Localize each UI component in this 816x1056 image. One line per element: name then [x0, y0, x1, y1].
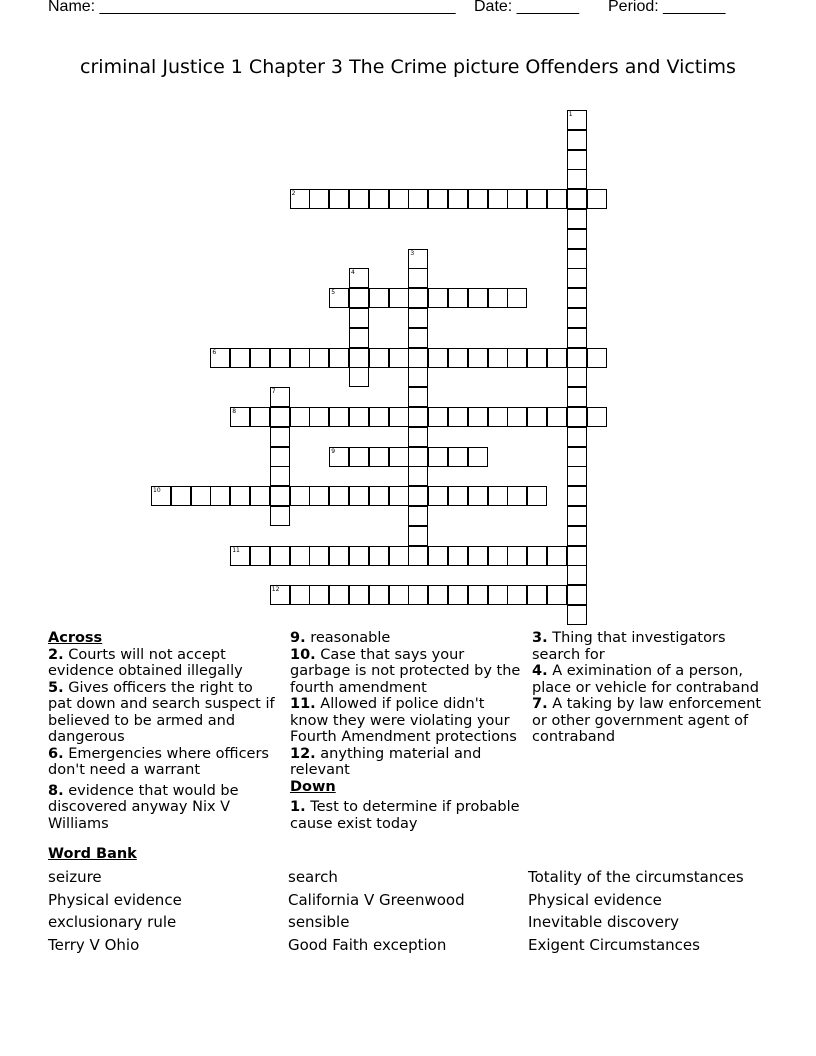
- crossword-cell[interactable]: [567, 348, 587, 368]
- crossword-cell[interactable]: [567, 130, 587, 150]
- crossword-cell[interactable]: [567, 407, 587, 427]
- crossword-cell[interactable]: [369, 189, 389, 209]
- crossword-cell[interactable]: [448, 407, 468, 427]
- crossword-cell[interactable]: [191, 486, 211, 506]
- crossword-cell[interactable]: [349, 585, 369, 605]
- word-bank-item: seizure: [48, 868, 102, 886]
- crossword-cell[interactable]: [408, 328, 428, 348]
- crossword-cell[interactable]: [309, 585, 329, 605]
- crossword-cell[interactable]: [488, 585, 508, 605]
- crossword-cell[interactable]: [428, 407, 448, 427]
- crossword-cell[interactable]: [428, 546, 448, 566]
- crossword-cell[interactable]: [309, 546, 329, 566]
- crossword-cell[interactable]: [547, 189, 567, 209]
- crossword-cell[interactable]: [468, 407, 488, 427]
- clue-across-5: 5. Gives officers the right to pat down and search suspect if believed to be armed and dangerous: [48, 679, 275, 745]
- word-bank-item: Good Faith exception: [288, 935, 447, 954]
- crossword-cell[interactable]: [290, 585, 310, 605]
- crossword-cell[interactable]: [567, 268, 587, 288]
- crossword-cell[interactable]: [567, 328, 587, 348]
- crossword-cell[interactable]: [389, 546, 409, 566]
- clue-across-8: 8. evidence that would be discovered anyway Nix V Williams: [48, 782, 239, 832]
- word-bank-item: search: [288, 868, 338, 886]
- crossword-cell[interactable]: [349, 447, 369, 467]
- crossword-cell[interactable]: [408, 189, 428, 209]
- crossword-cell[interactable]: [567, 308, 587, 328]
- crossword-cell[interactable]: [587, 189, 607, 209]
- crossword-cell[interactable]: [329, 348, 349, 368]
- clue-number-label: 6: [212, 348, 217, 356]
- crossword-cell[interactable]: [309, 189, 329, 209]
- period-field-label: Period: _______: [608, 0, 726, 15]
- clue-down-7: 7. A taking by law enforcement or other government agent of contraband: [532, 696, 762, 745]
- crossword-cell[interactable]: [270, 466, 290, 486]
- crossword-cell[interactable]: [408, 407, 428, 427]
- clue-down-3: 3. Thing that investigators search for: [532, 630, 726, 663]
- crossword-cell[interactable]: [408, 546, 428, 566]
- crossword-cell[interactable]: [507, 288, 527, 308]
- crossword-cell[interactable]: [270, 427, 290, 447]
- clues-column-1: [48, 630, 280, 832]
- crossword-cell[interactable]: [290, 407, 310, 427]
- crossword-cell[interactable]: [290, 486, 310, 506]
- crossword-cell[interactable]: [389, 447, 409, 467]
- clue-across-6: 6. Emergencies where officers don't need a warrant: [48, 745, 269, 778]
- clue-number-label: 5: [331, 289, 336, 297]
- crossword-cell[interactable]: [408, 486, 428, 506]
- crossword-cell[interactable]: [567, 209, 587, 229]
- crossword-cell[interactable]: [468, 447, 488, 467]
- crossword-cell[interactable]: [547, 546, 567, 566]
- crossword-cell[interactable]: [171, 486, 191, 506]
- crossword-cell[interactable]: [408, 585, 428, 605]
- word-bank-column-2: [288, 866, 465, 956]
- crossword-cell[interactable]: [408, 308, 428, 328]
- crossword-cell[interactable]: [428, 288, 448, 308]
- crossword-cell[interactable]: [329, 585, 349, 605]
- crossword-cell[interactable]: [567, 506, 587, 526]
- crossword-cell[interactable]: [408, 387, 428, 407]
- crossword-cell[interactable]: [309, 486, 329, 506]
- crossword-cell[interactable]: [408, 506, 428, 526]
- crossword-cell[interactable]: [468, 348, 488, 368]
- word-bank-heading: Word Bank: [48, 846, 137, 862]
- crossword-cell[interactable]: [349, 367, 369, 387]
- crossword-cell[interactable]: [507, 407, 527, 427]
- crossword-cell[interactable]: [250, 486, 270, 506]
- crossword-cell[interactable]: [507, 189, 527, 209]
- crossword-cell[interactable]: [488, 348, 508, 368]
- crossword-cell[interactable]: [468, 189, 488, 209]
- crossword-cell[interactable]: [428, 189, 448, 209]
- crossword-cell[interactable]: [290, 348, 310, 368]
- crossword-cell[interactable]: [567, 249, 587, 269]
- clue-number-label: 10: [153, 487, 161, 495]
- clue-across-12: 12. anything material and relevant: [290, 745, 482, 778]
- crossword-cell[interactable]: [389, 407, 409, 427]
- crossword-cell[interactable]: [567, 546, 587, 566]
- crossword-cell[interactable]: [270, 506, 290, 526]
- crossword-cell[interactable]: [488, 546, 508, 566]
- crossword-cell[interactable]: [428, 585, 448, 605]
- clue-across-11: 11. Allowed if police didn't know they were violating your Fourth Amendment protections: [290, 696, 517, 745]
- crossword-cell[interactable]: [250, 546, 270, 566]
- crossword-cell[interactable]: [507, 348, 527, 368]
- crossword-cell[interactable]: [230, 348, 250, 368]
- crossword-cell[interactable]: [349, 288, 369, 308]
- crossword-cell[interactable]: [448, 546, 468, 566]
- crossword-cell[interactable]: [567, 486, 587, 506]
- clue-number-label: 12: [271, 586, 280, 594]
- crossword-cell[interactable]: [507, 585, 527, 605]
- crossword-cell[interactable]: [270, 486, 290, 506]
- crossword-cell[interactable]: [488, 189, 508, 209]
- word-bank-item: exclusionary rule: [48, 913, 177, 931]
- across-heading: Across: [48, 630, 103, 646]
- crossword-cell[interactable]: [309, 407, 329, 427]
- crossword-cell[interactable]: [250, 348, 270, 368]
- word-bank-item: sensible: [288, 913, 350, 931]
- clue-across-2: 2. Courts will not accept evidence obtained illegally: [48, 646, 243, 679]
- word-bank-item: Exigent Circumstances: [528, 935, 700, 954]
- clue-number-label: 3: [410, 249, 415, 257]
- clue-number-label: 8: [232, 408, 237, 415]
- crossword-cell[interactable]: [448, 447, 468, 467]
- clue-down-4: 4. A eximination of a person, place or vehicle for contraband: [532, 663, 759, 696]
- crossword-cell[interactable]: [587, 407, 607, 427]
- crossword-cell[interactable]: [527, 348, 547, 368]
- crossword-cell[interactable]: [389, 288, 409, 308]
- clues-column-3: [532, 630, 768, 746]
- crossword-cell[interactable]: [408, 367, 428, 387]
- crossword-cell[interactable]: [567, 585, 587, 605]
- crossword-cell[interactable]: [468, 585, 488, 605]
- crossword-cell[interactable]: [230, 486, 250, 506]
- crossword-cell[interactable]: [369, 407, 389, 427]
- crossword-cell[interactable]: [428, 486, 448, 506]
- crossword-cell[interactable]: [349, 348, 369, 368]
- clue-down-1: 1. Test to determine if probable cause exist today: [290, 799, 520, 832]
- clue-number-label: 1: [568, 111, 573, 118]
- crossword-cell[interactable]: [567, 447, 587, 467]
- crossword-cell[interactable]: [428, 348, 448, 368]
- crossword-cell[interactable]: [468, 546, 488, 566]
- crossword-cell[interactable]: [349, 546, 369, 566]
- crossword-cell[interactable]: [567, 229, 587, 249]
- crossword-cell[interactable]: [270, 407, 290, 427]
- crossword-cell[interactable]: [349, 328, 369, 348]
- crossword-cell[interactable]: [448, 189, 468, 209]
- word-bank-item: Physical evidence: [48, 890, 182, 909]
- crossword-cell[interactable]: [389, 348, 409, 368]
- crossword-cell[interactable]: [507, 486, 527, 506]
- page-title: criminal Justice 1 Chapter 3 The Crime picture Offenders and Victims: [80, 56, 736, 78]
- crossword-cell[interactable]: [468, 288, 488, 308]
- word-bank-item: Physical evidence: [528, 890, 662, 909]
- crossword-cell[interactable]: [567, 387, 587, 407]
- crossword-cell[interactable]: [329, 546, 349, 566]
- word-bank-item: Terry V Ohio: [48, 935, 140, 954]
- crossword-cell[interactable]: [527, 189, 547, 209]
- word-bank-column-3: [528, 866, 744, 956]
- crossword-cell[interactable]: [250, 407, 270, 427]
- crossword-cell[interactable]: [567, 466, 587, 486]
- crossword-cell[interactable]: [389, 585, 409, 605]
- crossword-cell[interactable]: [329, 486, 349, 506]
- crossword-cell[interactable]: [210, 486, 230, 506]
- clue-across-10: 10. Case that says your garbage is not protected by the fourth amendment: [290, 646, 521, 696]
- crossword-cell[interactable]: [389, 189, 409, 209]
- crossword-cell[interactable]: [567, 526, 587, 546]
- clue-number-label: 4: [351, 269, 355, 277]
- crossword-cell[interactable]: [408, 348, 428, 368]
- crossword-cell[interactable]: [567, 288, 587, 308]
- crossword-cell[interactable]: [270, 447, 290, 467]
- clue-number-label: 7: [271, 388, 276, 396]
- crossword-cell[interactable]: [408, 447, 428, 467]
- crossword-cell[interactable]: [527, 546, 547, 566]
- crossword-cell[interactable]: [567, 189, 587, 209]
- crossword-cell[interactable]: [408, 526, 428, 546]
- crossword-cell[interactable]: [369, 546, 389, 566]
- crossword-cell[interactable]: [567, 605, 587, 625]
- crossword-cell[interactable]: [408, 466, 428, 486]
- crossword-cell[interactable]: [290, 546, 310, 566]
- crossword-cell[interactable]: [567, 565, 587, 585]
- clue-across-9: 9. reasonable: [290, 630, 391, 646]
- crossword-cell[interactable]: [547, 407, 567, 427]
- crossword-cell[interactable]: [448, 585, 468, 605]
- crossword-cell[interactable]: [408, 427, 428, 447]
- crossword-cell[interactable]: [270, 348, 290, 368]
- crossword-cell[interactable]: [270, 546, 290, 566]
- crossword-cell[interactable]: [369, 486, 389, 506]
- crossword-cell[interactable]: [369, 288, 389, 308]
- crossword-cell[interactable]: [547, 585, 567, 605]
- crossword-cell[interactable]: [567, 169, 587, 189]
- word-bank-item: Inevitable discovery: [528, 913, 680, 931]
- crossword-cell[interactable]: [468, 486, 488, 506]
- crossword-cell[interactable]: [527, 407, 547, 427]
- name-field-label: Name: ________________________________________: [48, 0, 456, 15]
- clues-column-2: [290, 630, 526, 832]
- down-heading: Down: [290, 778, 336, 795]
- crossword-cell[interactable]: [349, 486, 369, 506]
- crossword-cell[interactable]: [488, 288, 508, 308]
- crossword-cell[interactable]: [369, 447, 389, 467]
- crossword-cell[interactable]: [527, 486, 547, 506]
- crossword-cell[interactable]: [428, 447, 448, 467]
- crossword-cell[interactable]: [329, 189, 349, 209]
- crossword-cell[interactable]: [408, 288, 428, 308]
- clue-number-label: 9: [331, 447, 336, 455]
- clue-number-label: 2: [291, 190, 296, 198]
- crossword-cell[interactable]: [369, 348, 389, 368]
- crossword-cell[interactable]: [488, 486, 508, 506]
- crossword-cell[interactable]: [507, 546, 527, 566]
- date-field-label: Date: _______: [474, 0, 579, 15]
- crossword-cell[interactable]: [448, 486, 468, 506]
- crossword-cell[interactable]: [488, 407, 508, 427]
- crossword-cell[interactable]: [349, 189, 369, 209]
- crossword-cell[interactable]: [309, 348, 329, 368]
- crossword-cell[interactable]: [448, 288, 468, 308]
- crossword-cell[interactable]: [587, 348, 607, 368]
- crossword-cell[interactable]: [567, 367, 587, 387]
- crossword-cell[interactable]: [448, 348, 468, 368]
- crossword-cell[interactable]: [527, 585, 547, 605]
- crossword-cell[interactable]: [389, 486, 409, 506]
- crossword-cell[interactable]: [567, 150, 587, 170]
- crossword-cell[interactable]: [408, 268, 428, 288]
- crossword-cell[interactable]: [329, 407, 349, 427]
- word-bank-item: California V Greenwood: [288, 890, 465, 909]
- word-bank-item: Totality of the circumstances: [528, 868, 744, 886]
- clue-number-label: 11: [232, 546, 240, 554]
- crossword-cell[interactable]: [349, 407, 369, 427]
- crossword-cell[interactable]: [369, 585, 389, 605]
- crossword-cell[interactable]: [547, 348, 567, 368]
- word-bank-column-1: [48, 866, 182, 956]
- crossword-cell[interactable]: [567, 427, 587, 447]
- crossword-cell[interactable]: [349, 308, 369, 328]
